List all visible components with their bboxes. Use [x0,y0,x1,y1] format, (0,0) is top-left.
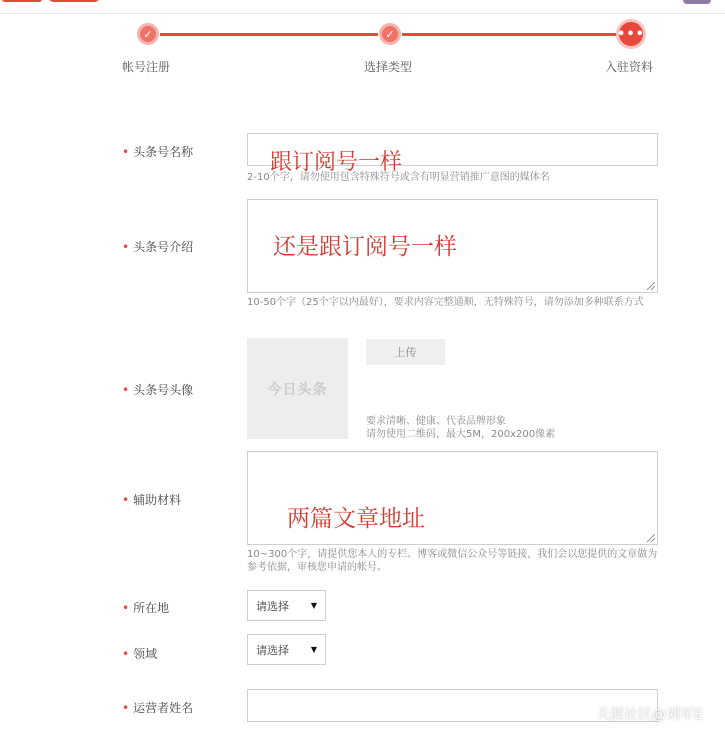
avatar-hint-1: 要求清晰、健康、代表品牌形象 [366,416,506,427]
resize-handle[interactable] [647,534,655,542]
name-annotation: 跟订阅号一样 [270,150,403,175]
materials-annotation: 两篇文章地址 [287,506,425,532]
watermark: 天涯社区@刘军E [596,707,703,723]
step-label-profile: 入驻资料 [605,60,654,74]
field-select[interactable] [247,634,326,665]
field-label: • 领域 [122,647,158,661]
intro-hint: 10-50个字（25个字以内最好），要求内容完整通顺，无特殊符号，请勿添加多种联系方式 [247,297,644,308]
step-label-register: 帐号注册 [122,60,171,74]
logo[interactable] [0,0,100,6]
dropdown-arrow-icon: ▼ [310,601,317,610]
dropdown-arrow-icon: ▼ [310,645,317,654]
location-selected: 请选择 [256,599,289,613]
check-icon: ✓ [137,23,159,45]
top-header [0,0,725,14]
toutiao-logo: 今日头条 [267,381,328,398]
name-hint: 2-10个字，请勿使用包含特殊符号或含有明显营销推广意图的媒体名 [247,172,550,183]
step-connector [402,33,620,36]
upload-button[interactable]: 上传 [366,339,445,365]
avatar-preview [247,338,348,439]
location-select[interactable] [247,590,326,621]
step-progress [0,18,725,78]
materials-label: • 辅助材料 [122,493,182,507]
location-label: • 所在地 [122,601,170,615]
resize-handle[interactable] [647,282,655,290]
step-connector [160,33,378,36]
more-icon: ••• [616,19,646,49]
field-selected: 请选择 [256,643,289,657]
materials-hint: 10~300个字，请提供您本人的专栏、博客或微信公众号等链接，我们会以您提供的文章做为参考依据，审核您申请的帐号。 [247,549,658,573]
check-icon: ✓ [379,23,401,45]
operator-label: • 运营者姓名 [122,701,194,715]
intro-annotation: 还是跟订阅号一样 [273,234,457,260]
avatar-hint-2: 请勿使用二维码，最大5M，200x200像素 [366,429,556,440]
step-label-type: 选择类型 [364,60,413,74]
intro-label: • 头条号介绍 [122,240,194,254]
name-label: • 头条号名称 [122,145,194,159]
avatar-label: • 头条号头像 [122,383,194,397]
user-avatar[interactable] [683,0,711,4]
